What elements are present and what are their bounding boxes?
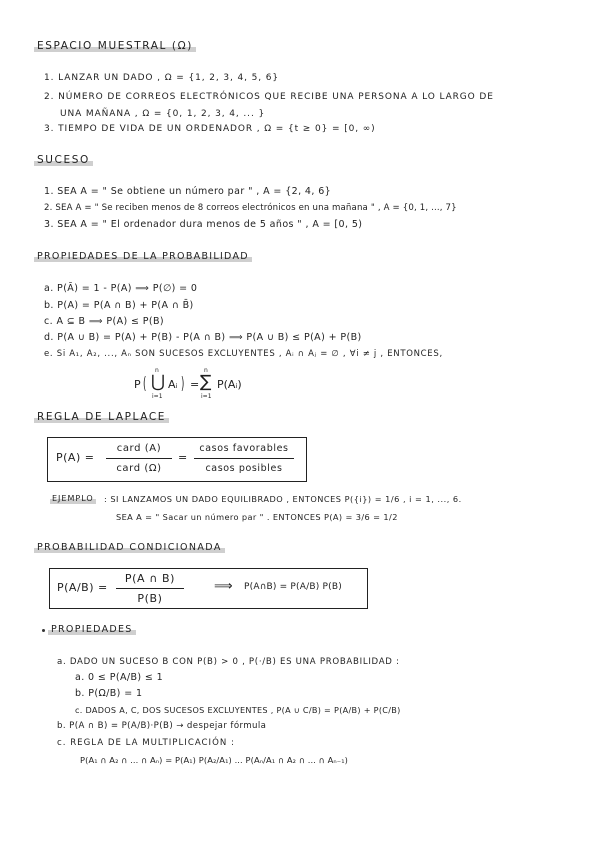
espacio-item-1: 1. LANZAR UN DADO , Ω = {1, 2, 3, 4, 5, 6} bbox=[44, 73, 280, 83]
cond-num: P(A ∩ B) bbox=[124, 572, 176, 585]
heading-suceso: SUCESO bbox=[34, 154, 93, 167]
prop-item-c: c. A ⊆ B ⟹ P(A) ≤ P(B) bbox=[44, 316, 165, 327]
ejemplo-label: EJEMPLO bbox=[52, 494, 94, 503]
prop2-sub-a: a. 0 ≤ P(A/B) ≤ 1 bbox=[75, 672, 164, 683]
heading-propiedades-condicionada: PROPIEDADES bbox=[48, 623, 136, 636]
laplace-eq: = bbox=[178, 451, 188, 464]
laplace-fraction-line bbox=[106, 458, 172, 459]
prop2-multiplicacion-formula: P(A₁ ∩ A₂ ∩ ... ∩ Aₙ) = P(A₁) P(A₂/A₁) ... P(Aₙ/A₁ ∩ A₂ ∩ ... ∩ Aₙ₋₁) bbox=[80, 755, 349, 765]
prop-item-b: b. P(A) = P(A ∩ B) + P(A ∩ B̄) bbox=[44, 300, 194, 311]
laplace-lhs: P(A) = bbox=[56, 451, 95, 464]
prop2-item-b: b. P(A ∩ B) = P(A/B)·P(B) → despejar fórmula bbox=[57, 721, 267, 731]
bullet-dot bbox=[42, 629, 45, 632]
formula-union-symbol: ⋃ bbox=[151, 372, 165, 392]
heading-laplace: REGLA DE LAPLACE bbox=[34, 411, 169, 424]
heading-condicionada: PROBABILIDAD CONDICIONADA bbox=[34, 541, 225, 554]
cond-arrow: ⟹ bbox=[214, 579, 234, 594]
laplace-num: card (A) bbox=[116, 443, 162, 454]
formula-eq: = bbox=[190, 378, 200, 391]
prop2-sub-b: b. P(Ω/B) = 1 bbox=[75, 688, 143, 699]
laplace-fraction-line-2 bbox=[194, 458, 294, 459]
espacio-item-3: 3. TIEMPO DE VIDA DE UN ORDENADOR , Ω = {t ≥ 0} = [0, ∞) bbox=[44, 124, 376, 134]
prop2-item-a: a. DADO UN SUCESO B CON P(B) > 0 , P(·/B) ES UNA PROBABILIDAD : bbox=[57, 657, 400, 667]
prop-item-d: d. P(A ∪ B) = P(A) + P(B) - P(A ∩ B) ⟹ P(A ∪ B) ≤ P(A) + P(B) bbox=[44, 332, 362, 343]
formula-open-paren: ( bbox=[143, 374, 147, 394]
laplace-box bbox=[47, 437, 307, 482]
heading-espacio-muestral: ESPACIO MUESTRAL (Ω) bbox=[34, 40, 196, 53]
formula-union-bottom: i=1 bbox=[152, 393, 163, 400]
formula-sum-symbol: ∑ bbox=[200, 372, 212, 392]
cond-lhs: P(A/B) = bbox=[57, 581, 108, 594]
ejemplo-line-2: SEA A = " Sacar un número par " . ENTONCES P(A) = 3/6 = 1/2 bbox=[116, 512, 398, 522]
formula-sum-top: n bbox=[204, 367, 208, 374]
laplace-den: card (Ω) bbox=[116, 463, 162, 474]
prop2-sub-c: c. DADOS A, C, DOS SUCESOS EXCLUYENTES , P(A ∪ C/B) = P(A/B) + P(C/B) bbox=[75, 705, 401, 715]
espacio-item-2: 2. NÚMERO DE CORREOS ELECTRÓNICOS QUE RECIBE UNA PERSONA A LO LARGO DE bbox=[44, 92, 494, 102]
cond-den: P(B) bbox=[137, 592, 163, 605]
laplace-num2: casos favorables bbox=[199, 443, 289, 454]
cond-rhs: P(A∩B) = P(A/B) P(B) bbox=[244, 582, 342, 592]
ejemplo-line-1: : SI LANZAMOS UN DADO EQUILIBRADO , ENTONCES P({i}) = 1/6 , i = 1, ..., 6. bbox=[104, 494, 462, 504]
formula-sum-bottom: i=1 bbox=[201, 393, 212, 400]
formula-union-top: n bbox=[155, 367, 159, 374]
heading-propiedades-probabilidad: PROPIEDADES DE LA PROBABILIDAD bbox=[34, 250, 252, 263]
prop-item-e: e. Si A₁, A₂, ..., Aₙ SON SUCESOS EXCLUYENTES , Aᵢ ∩ Aⱼ = ∅ , ∀i ≠ j , ENTONCES, bbox=[44, 349, 443, 359]
espacio-item-2-cont: UNA MAÑANA , Ω = {0, 1, 2, 3, 4, ... } bbox=[60, 109, 266, 119]
prop2-item-c: c. REGLA DE LA MULTIPLICACIÓN : bbox=[57, 738, 235, 748]
formula-ai: Aᵢ bbox=[168, 378, 178, 391]
formula-close-paren: ) bbox=[181, 374, 185, 394]
formula-p: P bbox=[134, 378, 141, 391]
formula-rhs: P(Aᵢ) bbox=[217, 378, 242, 391]
cond-fraction-line bbox=[116, 588, 184, 589]
condicionada-box bbox=[49, 568, 368, 609]
suceso-item-1: 1. SEA A = " Se obtiene un número par " , A = {2, 4, 6} bbox=[44, 186, 332, 197]
suceso-item-3: 3. SEA A = " El ordenador dura menos de 5 años " , A = [0, 5) bbox=[44, 219, 363, 230]
prop-item-a: a. P(Ā) = 1 - P(A) ⟹ P(∅) = 0 bbox=[44, 283, 198, 294]
laplace-den2: casos posibles bbox=[205, 463, 283, 474]
suceso-item-2: 2. SEA A = " Se reciben menos de 8 correos electrónicos en una mañana " , A = {0, 1, ..., 7} bbox=[44, 203, 457, 213]
